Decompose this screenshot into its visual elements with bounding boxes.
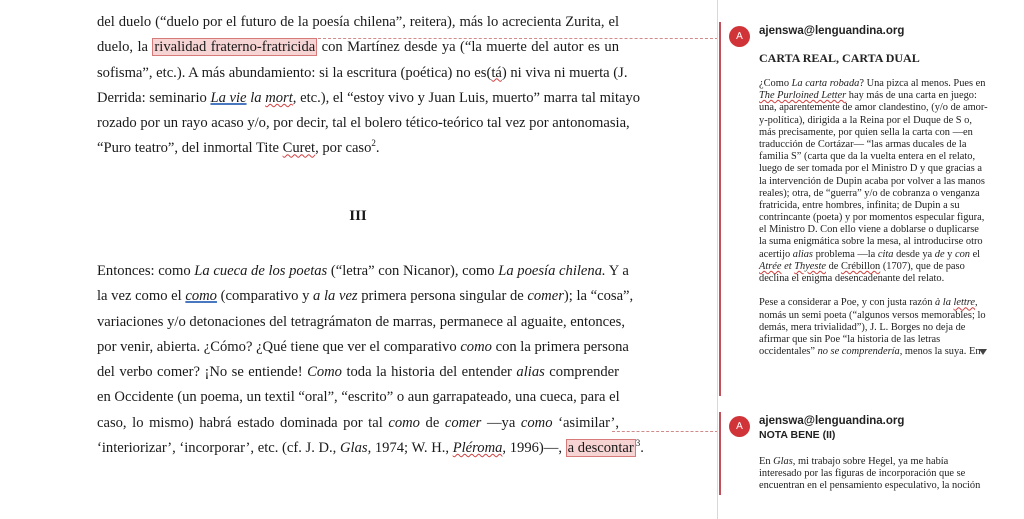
paragraph-1[interactable] [97, 10, 641, 162]
italic-text: la [250, 89, 266, 106]
italic-text: , [292, 89, 297, 106]
comment-title: NOTA BENE (II) [759, 429, 836, 441]
text-line: afirmar que sin Poe “la historia de las letras [759, 333, 941, 345]
text-line: la vez como el como (comparativo y a la vez primera persona singular de comer); la “cosa”, [97, 288, 634, 305]
text-line: Pese a considerar a Poe, y con justa razón à la lettre, [759, 297, 978, 309]
italic-text: alias [792, 248, 813, 260]
text-line: la suma enigmática sobre la mesa, al introducirse otro [759, 236, 983, 248]
text-line: variaciones y/o detonaciones del tetragrámaton de marras, permanece al aguaite, entonces, [97, 313, 625, 330]
text-line: una, aparentemente de amor clandestino, (y/o de amor- [759, 102, 988, 114]
text-line: demás, mera trivialidad”), J. L. Borges no deja de [759, 321, 966, 333]
avatar: A [729, 26, 750, 47]
footnote-ref[interactable]: 2 [371, 138, 376, 149]
italic-text: como [460, 338, 492, 355]
text-line: caso, lo mismo) habrá estado dominada por tal como de comer —ya como ‘asimilar’, [97, 414, 620, 431]
text-line: declina el enigma desencadenante del relato. [759, 273, 945, 284]
text-line: la intervención de Dupin acaba por volver a las manos [759, 175, 985, 187]
italic-text: de [934, 248, 945, 260]
italic-text: La cueca de los poetas [194, 263, 328, 279]
italic-text: comer [527, 288, 564, 305]
text-line: interesado por las figuras de incorporación que se [759, 468, 966, 480]
comment-pane-divider [717, 0, 718, 519]
text-line: “Puro teatro”, del inmortal Tite Curet, por caso$^2$. [97, 138, 380, 157]
italic-text: a la vez [313, 288, 358, 305]
italic-text: et [781, 260, 795, 272]
text-line: occidentales” no se comprendería, menos la suya. En [759, 346, 997, 358]
text-line: Entonces: como La cueca de los poetas (“letra” con Nicanor), como La poesía chilena. Y a [97, 263, 629, 279]
text-line: del duelo (“duelo por el futuro de la poesía chilena”, reitera), más lo acrecienta Zurita, el [97, 14, 619, 30]
text-line: nomás un semi poeta (“algunos versos memorables; lo [759, 309, 986, 321]
text-line: sofisma”, etc.). A más abundamiento: si la escritura (poética) no es(tá) ni viva ni muerta (J. [97, 64, 628, 81]
text-line: el Ministro D. Con ello viene a doblarse o duplicarse [759, 224, 979, 236]
comment-body[interactable] [759, 456, 997, 493]
comment-2-marker-bar [719, 412, 721, 495]
italic-text: comer [444, 414, 482, 431]
comment-connector-1 [318, 38, 718, 39]
text-line: por venir, abierta. ¿Cómo? ¿Qué tiene que ver el comparativo como con la primera persona [97, 338, 629, 355]
text-line: del verbo comer? ¡No se entiende! Como toda la historia del entender alias comprender [97, 364, 619, 381]
footnote-ref[interactable]: 3 [635, 438, 641, 449]
text-line: contrincante (poeta) y por momentos especular figura, [759, 212, 985, 224]
text-line: duelo, la rivalidad fraterno-fratricida con Martínez desde ya (“la muerte del autor es un [97, 39, 619, 56]
italic-text: La carta robada [791, 78, 860, 89]
paragraph-2[interactable] [97, 259, 644, 461]
italic-text: à la [935, 297, 954, 309]
text-line: traducción de Cortázar— “las armas ducales de la [759, 138, 967, 150]
text-line: más precisamente, por quien sella la carta con —en [759, 126, 973, 138]
italic-text: alias [516, 364, 545, 381]
comment-body[interactable] [759, 78, 997, 358]
comment-1-marker-bar [719, 22, 721, 396]
text-line: rozado por un rayo acaso y/o, por decir, tal el bolero tético-teórico tal vez por antonomasia, [97, 115, 630, 132]
italic-text: como [520, 414, 553, 431]
text-line: luego de ser tomada por el Ministro D y que gracias a [759, 163, 983, 175]
comment-connector-2 [612, 431, 718, 432]
spelling-flag[interactable]: mort [265, 89, 293, 106]
comment-author: ajenswa@lenguandina.org [759, 415, 905, 427]
spelling-flag[interactable]: Pléroma [452, 440, 503, 457]
text-line: The Purloined Letter hay más de una carta en juego: [759, 90, 977, 102]
text-line: familia S” (carta que da la vuelta entera en el relato, [759, 151, 976, 163]
italic-text: cita [877, 248, 894, 260]
paragraph-gap [759, 285, 997, 297]
comment-title: CARTA REAL, CARTA DUAL [759, 51, 920, 65]
spelling-flag[interactable]: Curet [282, 140, 316, 157]
grammar-flag[interactable]: La vie [210, 89, 247, 106]
comment-overflow-icon[interactable] [979, 349, 987, 355]
spelling-flag[interactable]: lettre [953, 297, 976, 309]
comment-author: ajenswa@lenguandina.org [759, 25, 905, 37]
italic-text: no se comprendería [817, 346, 900, 358]
italic-text: Glas [773, 456, 793, 467]
text-line: En Glas, mi trabajo sobre Hegel, ya me había [759, 456, 949, 467]
spelling-flag[interactable]: tá [491, 64, 502, 81]
text-line: Atrée et Thyeste de Crébillon (1707), que de paso [759, 260, 965, 272]
italic-text: como [388, 414, 420, 431]
italic-text: con [954, 248, 970, 260]
italic-text: Como [307, 364, 342, 381]
text-line: Derrida: seminario La vie la mort, etc.), el “estoy vivo y Juan Luis, muerto” marra tal mitayo [97, 89, 641, 106]
text-line: acertijo alias problema —la cita desde ya de y con el [759, 248, 981, 260]
text-line: encuentran en el pensamiento especulativo, la noción [759, 480, 981, 492]
spelling-flag[interactable]: Thyeste [794, 260, 826, 272]
text-line: ¿Como La carta robada? Una pizca al menos. Pues en [759, 78, 986, 89]
comment-anchor-highlight[interactable]: rivalidad fraterno-fratricida [154, 39, 316, 56]
avatar: A [729, 416, 750, 437]
text-line: en Occidente (un poema, un textil “oral”, “escrito” o aun garrapateado, una cueca, para el [97, 389, 620, 406]
italic-text: Glas [339, 440, 368, 457]
text-line: fratricida, entre hombres, infinita; de Dupin a su [759, 199, 960, 211]
spelling-flag[interactable]: Crébillon [840, 260, 881, 272]
spelling-flag[interactable]: The Purloined Letter [759, 90, 847, 102]
text-line: ‘interiorizar’, ‘incorporar’, etc. (cf. J. D., Glas, 1974; W. H., Pléroma, 1996)—, a descontar $^3$. [97, 438, 644, 457]
grammar-flag[interactable]: como [185, 288, 217, 305]
section-heading: III [349, 208, 367, 224]
spelling-flag[interactable]: Atrée [759, 260, 782, 272]
italic-text: La poesía chilena. [498, 263, 606, 279]
text-line: reales); otra, de “guerra” y/o de cobranza o venganza [759, 187, 980, 199]
text-line: y-política), dirigida a la Reina por el Duque de S o, [759, 114, 972, 126]
comment-anchor-highlight[interactable]: a descontar [567, 440, 634, 457]
